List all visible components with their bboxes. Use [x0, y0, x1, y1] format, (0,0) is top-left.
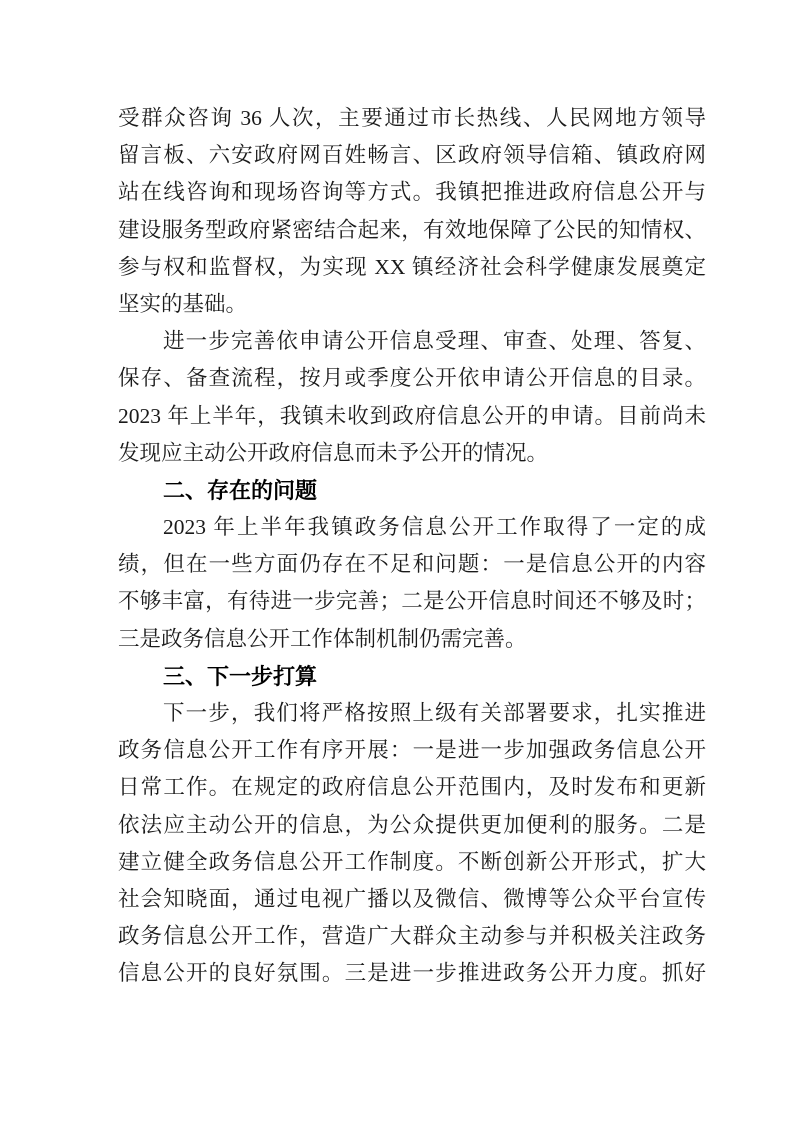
body-line: 受群众咨询 36 人次，主要通过市长热线、人民网地方领导 [118, 106, 706, 130]
body-line: 发现应主动公开政府信息而未予公开的情况。 [118, 440, 549, 465]
body-line: 政务信息公开工作，营造广大群众主动参与并积极关注政务 [118, 924, 706, 949]
heading-section-2: 二、存在的问题 [163, 477, 318, 503]
body-line: 日常工作。在规定的政府信息公开范围内，及时发布和更新 [118, 775, 706, 800]
text-body [118, 100, 706, 993]
body-line: 留言板、六安政府网百姓畅言、区政府领导信箱、镇政府网 [118, 143, 706, 168]
body-line: 下一步，我们将严格按照上级有关部署要求，扎实推进 [163, 701, 706, 725]
body-line: 社会知晓面，通过电视广播以及微信、微博等公众平台宣传 [118, 886, 706, 911]
body-line: 站在线咨询和现场咨询等方式。我镇把推进政府信息公开与 [118, 180, 706, 205]
body-line: 保存、备查流程，按月或季度公开依申请公开信息的目录。 [118, 366, 706, 391]
body-line: 不够丰富，有待进一步完善；二是公开信息时间还不够及时； [118, 589, 706, 614]
body-line: 建设服务型政府紧密结合起来，有效地保障了公民的知情权、 [118, 217, 706, 242]
body-line: 依法应主动公开的信息，为公众提供更加便利的服务。二是 [118, 812, 706, 837]
body-line: 三是政务信息公开工作体制机制仍需完善。 [118, 626, 527, 651]
heading-section-3: 三、下一步打算 [163, 663, 318, 689]
body-line: 坚实的基础。 [118, 291, 248, 316]
body-line: 进一步完善依申请公开信息受理、审查、处理、答复、 [163, 329, 706, 354]
body-line: 政务信息公开工作有序开展：一是进一步加强政务信息公开 [118, 738, 706, 763]
body-line: 2023 年上半年，我镇未收到政府信息公开的申请。目前尚未 [118, 403, 706, 428]
body-line: 绩，但在一些方面仍存在不足和问题：一是信息公开的内容 [118, 552, 706, 577]
body-line: 建立健全政务信息公开工作制度。不断创新公开形式，扩大 [118, 849, 706, 874]
body-line: 2023 年上半年我镇政务信息公开工作取得了一定的成 [163, 515, 706, 540]
body-line: 参与权和监督权，为实现 XX 镇经济社会科学健康发展奠定 [118, 254, 706, 279]
body-line: 信息公开的良好氛围。三是进一步推进政务公开力度。抓好 [118, 961, 706, 986]
